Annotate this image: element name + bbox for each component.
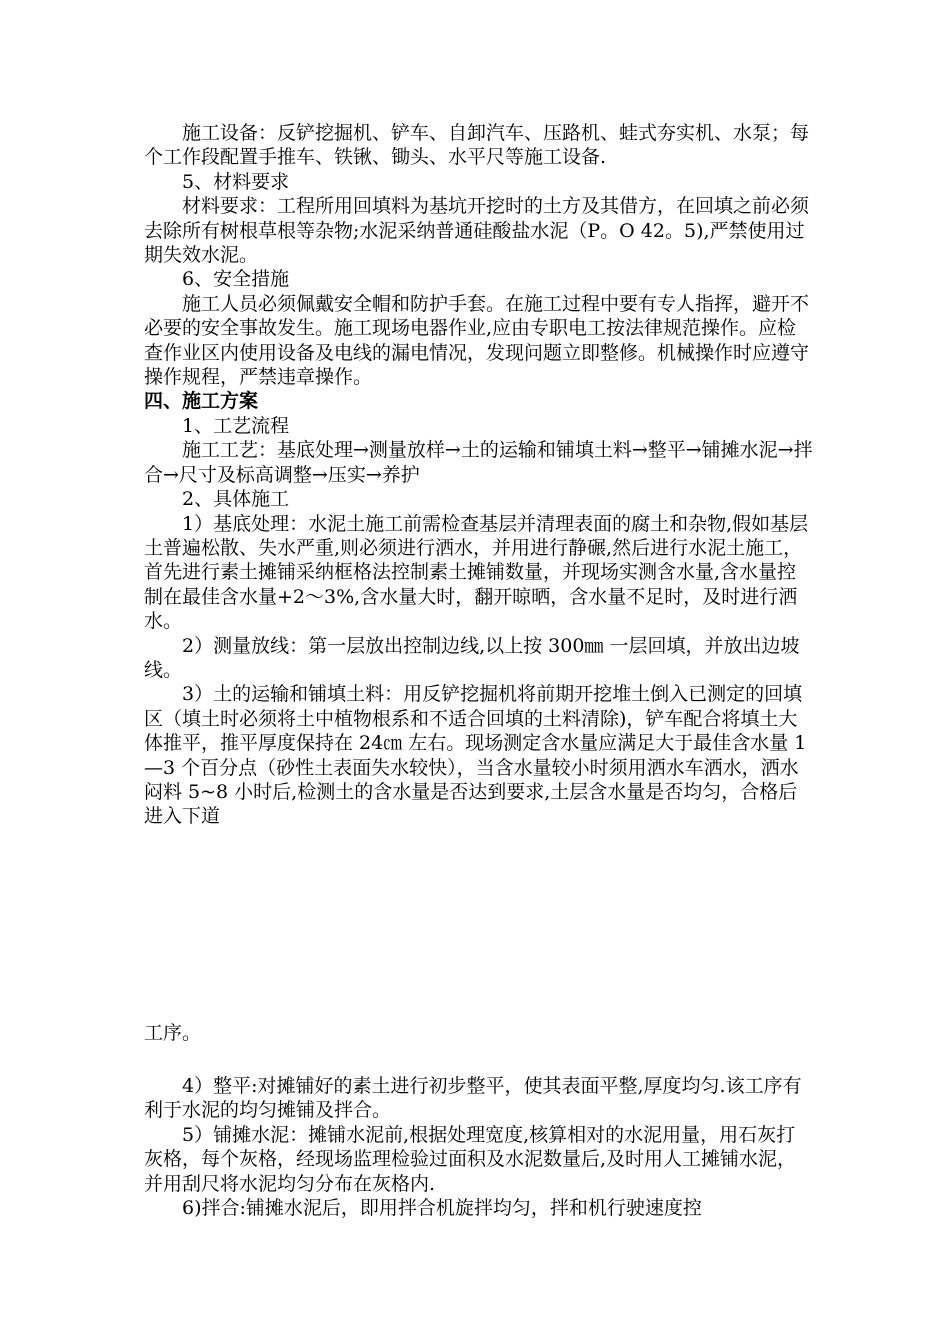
section-material-heading: 5、材料要求 (182, 170, 290, 193)
text-block-bottom (144, 1074, 814, 1220)
paragraph-soil-transport: 3）土的运输和铺填土料：用反铲挖掘机将前期开挖堆土倒入已测定的回填区（填土时必须将土中植物根系和不适合回填的土料清除)，铲车配合将填土大体推平，推平厚度保持在 24㎝ 左右。现场测定含水量应满足大于最佳含水量 1—3 个百分点（砂性土表面失水较快），当含水量较小时须用洒水车洒水，洒水闷料 5~8 小时后,检测土的含水量是否达到要求,土层含水量是否均匀，合格后进入下道 (144, 683, 807, 828)
section-construction-heading: 2、具体施工 (182, 488, 290, 511)
chapter-heading: 四、施工方案 (144, 390, 259, 413)
paragraph-material: 材料要求：工程所用回填料为基坑开挖时的土方及其借方，在回填之前必须去除所有树根草根等杂物;水泥采纳普通硅酸盐水泥（P。O 42。5),严禁使用过期失效水泥。 (144, 195, 810, 267)
paragraph-survey: 2）测量放线：第一层放出控制边线,以上按 300㎜ 一层回填，并放出边坡线。 (144, 634, 800, 681)
paragraph-process: 施工工艺：基底处理→测量放样→土的运输和铺填土料→整平→铺摊水泥→拌合→尺寸及标高调整→压实→养护 (144, 439, 813, 486)
paragraph-base-treatment: 1）基底处理：水泥土施工前需检查基层并清理表面的腐土和杂物,假如基层土普遍松散、失水严重,则必须进行洒水，并用进行静碾,然后进行水泥土施工，首先进行素土摊铺采纳框格法控制素土摊铺数量，并现场实测含水量,含水量控制在最佳含水量+2～3%,含水量大时，翻开晾晒，含水量不足时，及时进行洒水。 (144, 512, 809, 633)
paragraph-cement-spreading: 5）铺摊水泥：摊铺水泥前,根据处理宽度,核算相对的水泥用量，用石灰打灰格，每个灰格，经现场监理检验过面积及水泥数量后,及时用人工摊铺水泥，并用刮尺将水泥均匀分布在灰格内. (144, 1123, 797, 1195)
paragraph-equipment: 施工设备：反铲挖掘机、铲车、自卸汽车、压路机、蛙式夯实机、水泵；每个工作段配置手推车、铁锹、锄头、水平尺等施工设备. (144, 122, 810, 169)
paragraph-leveling: 4）整平:对摊铺好的素土进行初步整平，使其表面平整,厚度均匀.该工序有利于水泥的均匀摊铺及拌合。 (144, 1075, 802, 1122)
section-process-heading: 1、工艺流程 (182, 414, 290, 437)
section-safety-heading: 6、安全措施 (182, 268, 290, 291)
paragraph-mixing: 6)拌合:铺摊水泥后，即用拌合机旋拌均匀，拌和机行驶速度控 (182, 1197, 702, 1220)
paragraph-safety: 施工人员必须佩戴安全帽和防护手套。在施工过程中要有专人指挥，避开不必要的安全事故发生。施工现场电器作业,应由专职电工按法律规范操作。应检查作业区内使用设备及电线的漏电情况，发现问题立即整修。机械操作时应遵守操作规程，严禁违章操作。 (144, 292, 810, 389)
text-block-top (144, 121, 814, 829)
continued-line: 工序。 (144, 1022, 202, 1044)
